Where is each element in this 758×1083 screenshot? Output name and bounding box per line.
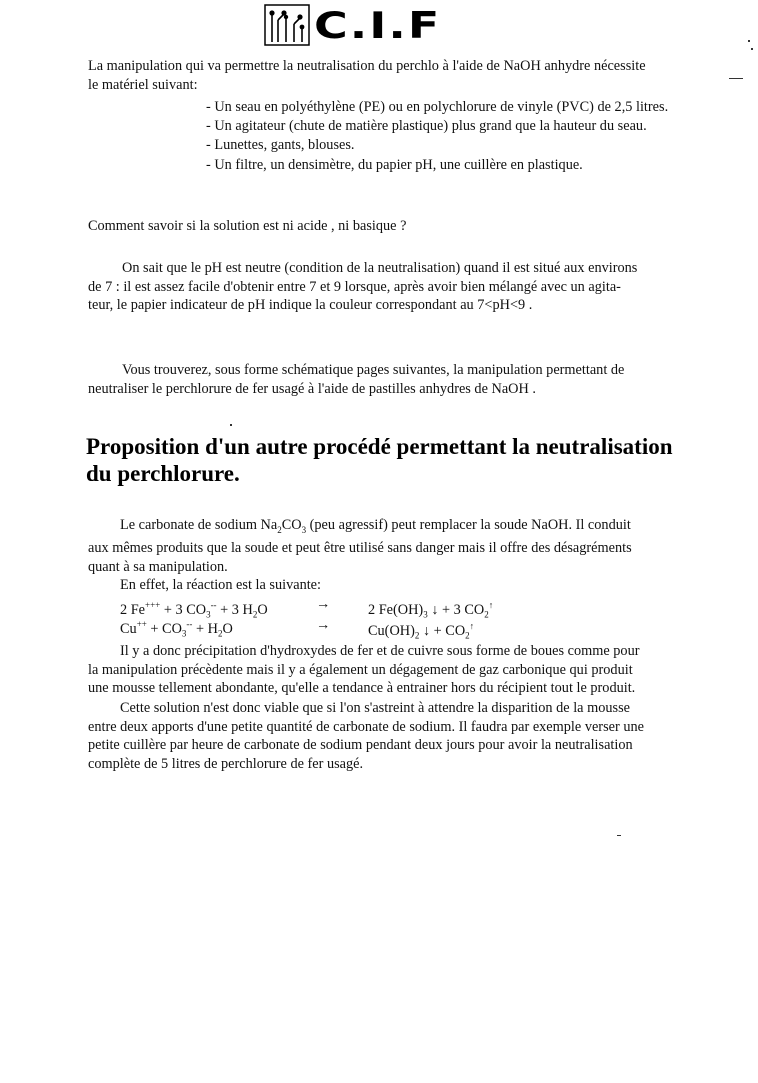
superscript: -- [210, 600, 217, 610]
text-span: O [257, 601, 268, 618]
materials-list [206, 98, 668, 175]
scan-speck [729, 78, 743, 79]
text-span: O [222, 620, 233, 637]
text-span: + CO [146, 620, 182, 637]
superscript: -- [186, 619, 193, 629]
paragraph-line: quant à sa manipulation. [88, 558, 228, 575]
text-span: Cu(OH) [368, 622, 415, 639]
intro-line: le matériel suivant: [88, 76, 198, 93]
paragraph-line: Cette solution n'est donc viable que si l'on s'astreint à attendre la disparition de la mousse [120, 700, 630, 716]
list-item: - Lunettes, gants, blouses. [206, 137, 355, 154]
subscript: 3 [301, 524, 307, 535]
subscript: 2 [465, 630, 470, 641]
heading-line: du perchlorure. [86, 461, 240, 486]
text-span: (peu agressif) peut remplacer la soude NaOH. Il conduit [306, 517, 631, 533]
paragraph-line: aux mêmes produits que la soude et peut être utilisé sans danger mais il offre des désagréments [88, 540, 632, 557]
text-span: Le carbonate de sodium Na [120, 517, 278, 533]
cif-logo [264, 4, 441, 46]
paragraph-line: entre deux apports d'une petite quantité de carbonate de sodium. Il faudra par exemple verser une [88, 718, 644, 735]
circuit-logo-icon [264, 4, 310, 46]
heading-line: Proposition d'un autre procédé permettant la neutralisation [86, 434, 673, 459]
subscript: 2 [414, 630, 420, 641]
list-item: - Un agitateur (chute de matière plastique) plus grand que la hauteur du seau. [206, 118, 647, 135]
text-span: 2 Fe(OH) [368, 601, 424, 618]
text-span: ↓ + CO [419, 622, 466, 639]
precipitation-paragraph [88, 642, 639, 698]
logo-text: C.I.F [314, 3, 442, 47]
text-span: + 3 CO [160, 601, 207, 618]
subscript: 2 [277, 524, 282, 535]
reaction-arrow-icon: → [316, 596, 331, 612]
equation-2-left [120, 615, 233, 643]
text-span: + 3 H [216, 601, 253, 618]
paragraph-line: Il y a donc précipitation d'hydroxydes de fer et de cuivre sous forme de boues comme pour [120, 643, 640, 659]
subscript: 3 [423, 609, 428, 620]
paragraph-line: Vous trouverez, sous forme schématique pages suivantes, la manipulation permettant de [122, 362, 625, 378]
text-span: CO [281, 517, 302, 533]
paragraph-line: petite cuillère par heure de carbonate de sodium pendant deux jours pour avoir la neutralisation [88, 737, 633, 753]
superscript: ++ [136, 619, 147, 629]
reaction-arrow-icon: → [316, 617, 331, 633]
text-span: + H [192, 620, 218, 637]
text-span: ↓ + 3 CO [427, 601, 485, 618]
schema-paragraph [88, 361, 624, 398]
final-paragraph [88, 699, 644, 773]
superscript: +++ [145, 600, 161, 610]
paragraph-line: teur, le papier indicateur de pH indique la couleur correspondant au 7<pH<9 . [88, 297, 533, 313]
subscript: 2 [484, 609, 489, 620]
list-item: - Un filtre, un densimètre, du papier pH, une cuillère en plastique. [206, 156, 583, 173]
text-span: Cu [120, 620, 137, 637]
ph-paragraph [88, 259, 637, 315]
paragraph-line: On sait que le pH est neutre (condition de la neutralisation) quand il est situé aux environs [122, 260, 638, 276]
superscript: ↑ [469, 621, 475, 631]
paragraph-line [88, 516, 632, 539]
paragraph-line: neutraliser le perchlorure de fer usagé à l'aide de pastilles anhydres de NaOH . [88, 380, 536, 397]
subscript: 2 [252, 609, 258, 620]
subscript: 2 [217, 628, 223, 639]
paragraph-line: la manipulation précèdente mais il y a également un dégagement de gaz carbonique qui produit [88, 661, 633, 678]
paragraph-line: de 7 : il est assez facile d'obtenir entre 7 et 9 lorsque, après avoir bien mélangé avec un agita- [88, 278, 621, 295]
carbonate-paragraph [88, 516, 632, 595]
text-span: 2 Fe [120, 601, 146, 618]
list-item: - Un seau en polyéthylène (PE) ou en polychlorure de vinyle (PVC) de 2,5 litres. [206, 99, 669, 115]
intro-paragraph [88, 57, 646, 94]
superscript: ↑ [488, 600, 494, 610]
scan-speck [751, 48, 753, 50]
equation-2-right [368, 617, 474, 645]
scan-speck [230, 424, 232, 426]
subscript: 3 [181, 628, 187, 639]
scan-speck [617, 835, 621, 836]
paragraph-line: une mousse tellement abondante, qu'elle a tendance à entrainer hors du récipient tout le produit. [88, 680, 636, 696]
paragraph-line: complète de 5 litres de perchlorure de fer usagé. [88, 755, 364, 772]
question-line: Comment savoir si la solution est ni acide , ni basique ? [88, 218, 407, 234]
intro-line: La manipulation qui va permettre la neutralisation du perchlo à l'aide de NaOH anhydre nécessite [88, 58, 646, 74]
section-heading [86, 433, 673, 487]
paragraph-line: En effet, la réaction est la suivante: [120, 577, 322, 594]
subscript: 3 [206, 609, 211, 620]
scan-speck [748, 40, 750, 42]
